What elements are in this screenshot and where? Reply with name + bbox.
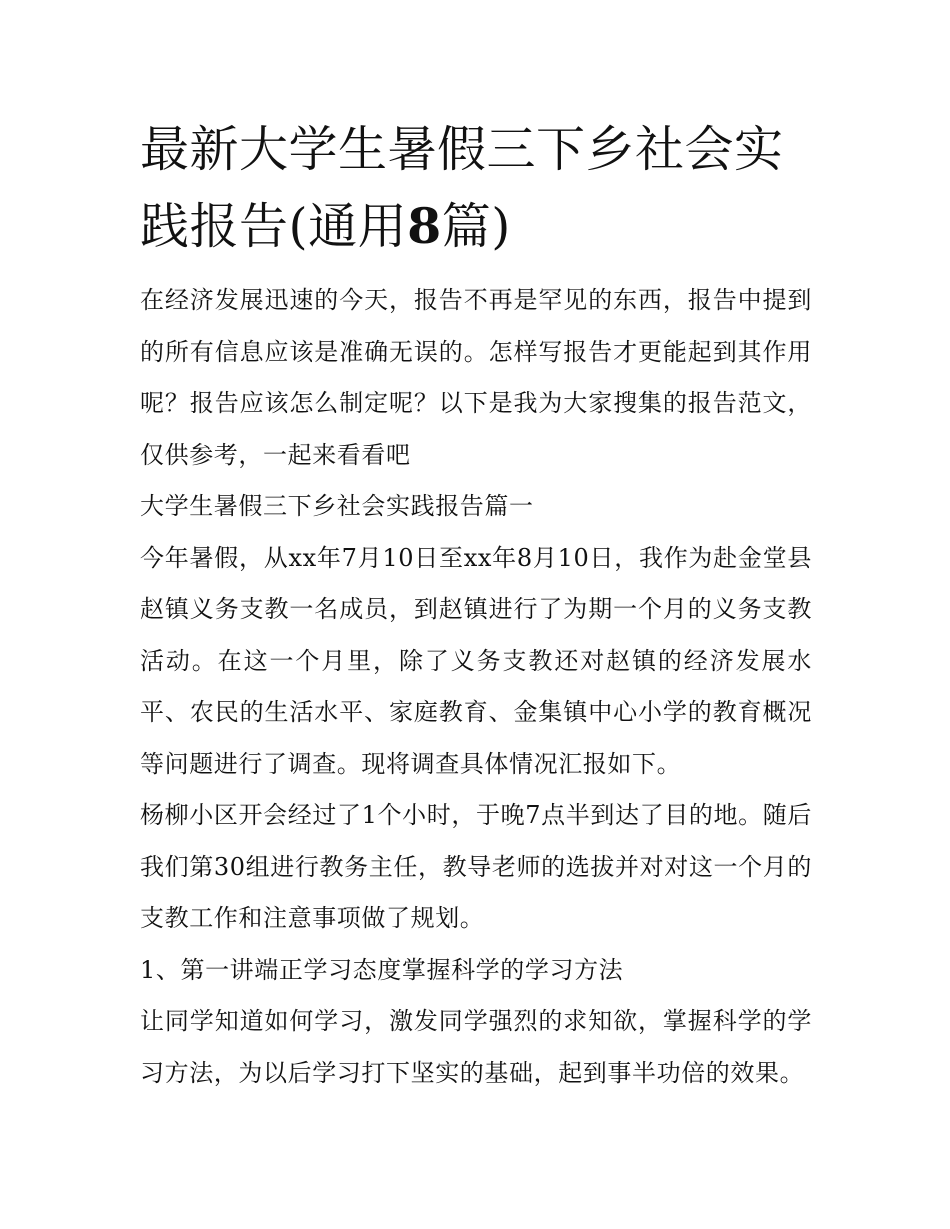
title-text-end: 篇) [441,198,511,255]
title-number: 8 [407,197,442,255]
title-text: 最新大学生暑假三下乡社会实践报告(通用 [140,121,784,255]
document-title [140,112,812,265]
body-paragraph: 今年暑假，从xx年7月10日至xx年8月10日，我作为赴金堂县赵镇义务支教一名成员，到赵镇进行了为期一个月的义务支教活动。在这一个月里，除了义务支教还对赵镇的经济发展水平、农民的生活水平、家庭教育、金集镇中心小学的教育概况等问题进行了调查。现将调查具体情况汇报如下。 [140,543,812,778]
body-paragraph: 杨柳小区开会经过了1个小时，于晚7点半到达了目的地。随后我们第30组进行教务主任，教导老师的选拔并对对这一个月的支教工作和注意事项做了规划。 [140,801,812,932]
document-page [140,112,812,1099]
section-heading: 大学生暑假三下乡社会实践报告篇一 [140,492,534,520]
numbered-heading: 1、第一讲端正学习态度掌握科学的学习方法 [140,955,624,984]
body-paragraph: 让同学知道如何学习，激发同学强烈的求知欲，掌握科学的学习方法，为以后学习打下坚实的基础，起到事半功倍的效果。 [140,1007,812,1087]
intro-paragraph: 在经济发展迅速的今天，报告不再是罕见的东西，报告中提到的所有信息应该是准确无误的。怎样写报告才更能起到其作用呢？报告应该怎么制定呢？以下是我为大家搜集的报告范文，仅供参考，一起来看看吧 [140,286,812,469]
